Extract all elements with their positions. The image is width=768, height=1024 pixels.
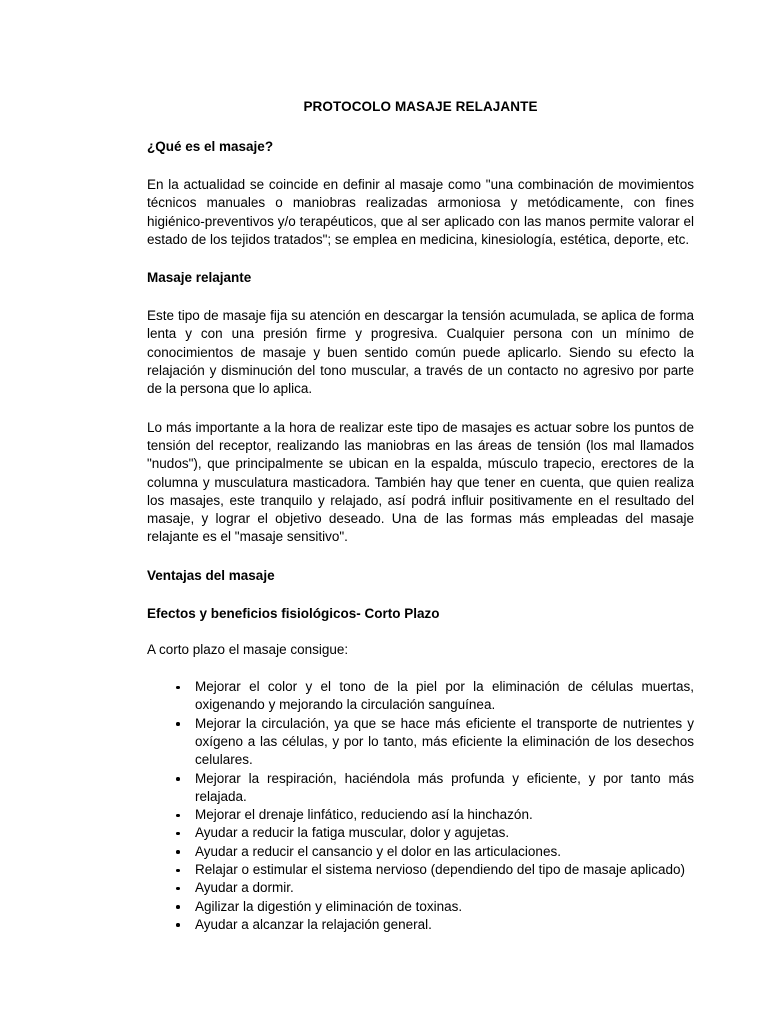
paragraph-what-is-massage: En la actualidad se coincide en definir al masaje como "una combinación de movimientos técnicos manuales o maniobras realizadas armoniosa y metódicamente, con fines higiénico-preventivos y/o terapéuticos, que al ser aplicado con las manos permite valorar el estado de los tejidos tratados"; se emplea en medicina, kinesiología, estética, deporte, etc. [147, 177, 694, 247]
short-term-benefits-list [147, 678, 694, 934]
list-item: Ayudar a reducir el cansancio y el dolor en las articulaciones. [147, 843, 694, 861]
document-body [147, 98, 694, 934]
heading-what-is-massage: ¿Qué es el masaje? [147, 139, 274, 154]
list-item: Ayudar a alcanzar la relajación general. [147, 916, 694, 934]
heading-relaxing-massage: Masaje relajante [147, 270, 252, 286]
list-item: Agilizar la digestión y eliminación de toxinas. [147, 898, 694, 916]
list-item: Ayudar a dormir. [147, 879, 694, 897]
list-item: Mejorar el color y el tono de la piel por la eliminación de células muertas, oxigenando y mejorando la circulación sanguínea. [147, 678, 694, 715]
paragraph-relaxing-massage-1: Este tipo de masaje fija su atención en descargar la tensión acumulada, se aplica de forma lenta y con una presión firme y progresiva. Cualquier persona con un mínimo de conocimientos de masaje y buen sentido común puede aplicarlo. Siendo su efecto la relajación y disminución del tono muscular, a través de un contacto no agresivo por parte de la persona que lo aplica. [147, 308, 694, 397]
list-item: Relajar o estimular el sistema nervioso (dependiendo del tipo de masaje aplicado) [147, 861, 694, 879]
paragraph-short-term-lead-in: A corto plazo el masaje consigue: [147, 641, 349, 657]
list-item: Mejorar el drenaje linfático, reduciendo así la hinchazón. [147, 806, 694, 824]
page-title: PROTOCOLO MASAJE RELAJANTE [303, 99, 538, 114]
list-item: Ayudar a reducir la fatiga muscular, dolor y agujetas. [147, 824, 694, 842]
list-item: Mejorar la circulación, ya que se hace más eficiente el transporte de nutrientes y oxígeno a las células, y por lo tanto, más eficiente la eliminación de los desechos celulares. [147, 715, 694, 770]
heading-short-term-effects: Efectos y beneficios fisiológicos- Corto Plazo [147, 605, 440, 621]
list-item: Mejorar la respiración, haciéndola más profunda y eficiente, y por tanto más relajada. [147, 770, 694, 807]
paragraph-relaxing-massage-2: Lo más importante a la hora de realizar este tipo de masajes es actuar sobre los puntos de tensión del receptor, realizando las maniobras en las áreas de tensión (los mal llamados "nudos"), que principalmente se ubican en la espalda, músculo trapecio, erectores de la columna y musculatura masticadora. También hay que tener en cuenta, que quien realiza los masajes, este tranquilo y relajado, así podrá influir positivamente en el resultado del masaje, y lograr el objetivo deseado. Una de las formas más empleadas del masaje relajante es el "masaje sensitivo". [147, 419, 694, 545]
heading-advantages: Ventajas del masaje [147, 567, 275, 583]
